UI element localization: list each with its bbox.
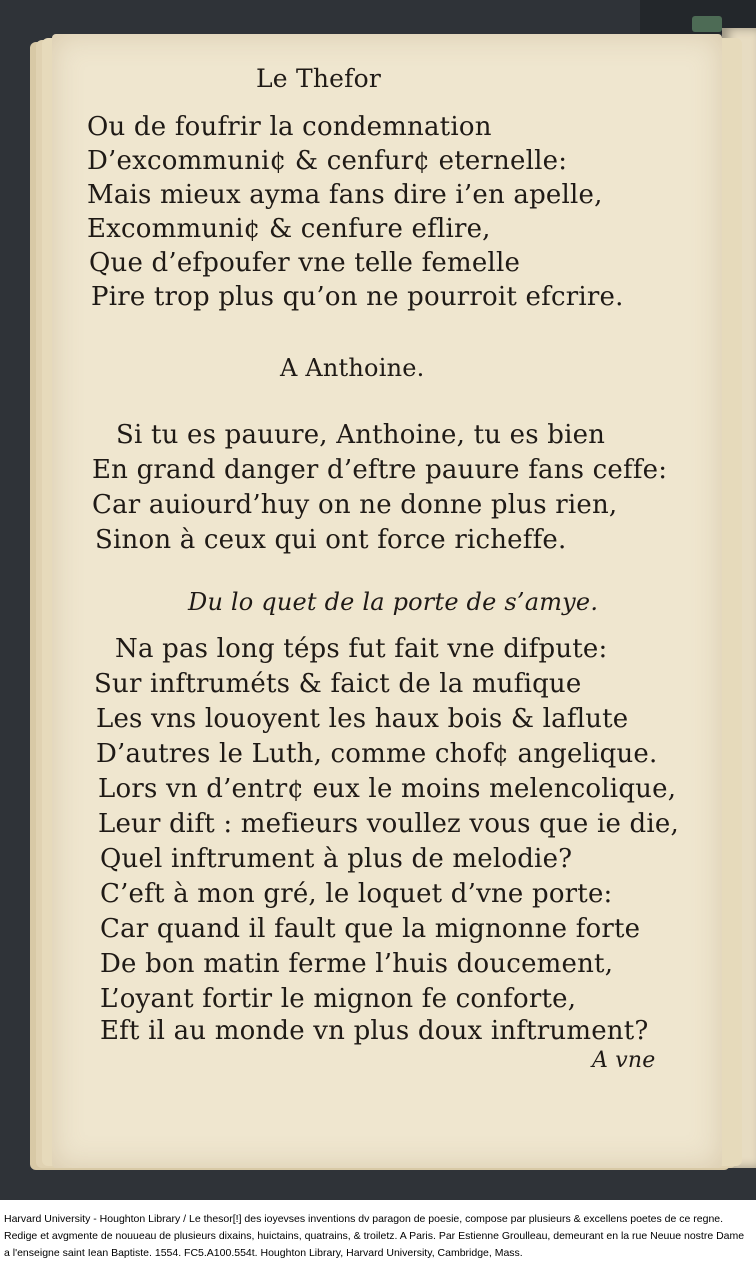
poem-title: A Anthoine. (280, 354, 425, 382)
verse-line: D’excommuni¢ & cenfur¢ eternelle: (87, 146, 568, 176)
verse-line: Les vns louoyent les haux bois & laflute (96, 704, 629, 734)
verse-line: C’eft à mon gré, le loquet d’vne porte: (100, 879, 613, 909)
verse-line: Pire trop plus qu’on ne pourroit efcrire. (91, 282, 624, 312)
verse-line: Car auiourd’huy on ne donne plus rien, (92, 490, 618, 520)
verse-line: Que d’efpoufer vne telle femelle (89, 248, 521, 278)
verse-line: Si tu es pauure, Anthoine, tu es bien (116, 420, 606, 450)
poem-title: Du lo quet de la porte de s’amye. (188, 588, 599, 616)
verse-line: Ou de foufrir la condemnation (87, 112, 492, 142)
verse-line: Na pas long téps fut fait vne difpute: (115, 634, 608, 664)
verse-line: D’autres le Luth, comme chof¢ angelique. (96, 739, 658, 769)
image-caption: Harvard University - Houghton Library / Le thesor[!] des ioyevses inventions dv paragon de poesie, compose par plusieurs & excellens poetes de ce regne. Redige et avgmente de nouueau de plusieurs dixains, huictains, quatrains, & troiletz. A Paris. Par Estienne Groulleau, demeurant en la rue Neuue nostre Dame a l'enseigne saint Iean Baptiste. 1554. FC5.A100.554t. Houghton Library, Harvard University, Cambridge, Mass. (4, 1213, 745, 1259)
verse-line: Sinon à ceux qui ont force richeffe. (95, 525, 567, 555)
verse-line: De bon matin ferme l’huis doucement, (100, 949, 614, 979)
verse-line: Eft il au monde vn plus doux inftrument? (100, 1016, 649, 1046)
verse-line: L’oyant fortir le mignon fe conforte, (100, 984, 577, 1014)
verse-line: Quel inftrument à plus de melodie? (100, 844, 573, 874)
bookmark-tab (692, 16, 722, 32)
verse-line: En grand danger d’eftre pauure fans ceffe: (92, 455, 668, 485)
verse-line: Excommuni¢ & cenfure eflire, (87, 214, 491, 244)
verse-line: Sur inftruméts & faict de la mufique (94, 669, 582, 699)
verse-line: Lors vn d’entr¢ eux le moins melencolique, (98, 774, 677, 804)
verse-line: Mais mieux ayma fans dire i’en apelle, (87, 180, 603, 210)
verse-line: Car quand il fault que la mignonne forte (100, 914, 641, 944)
verse-line: Leur dift : mefieurs voullez vous que ie die, (98, 809, 679, 839)
running-head: Le Thefor (256, 64, 381, 93)
catchword: A vne (592, 1048, 656, 1073)
